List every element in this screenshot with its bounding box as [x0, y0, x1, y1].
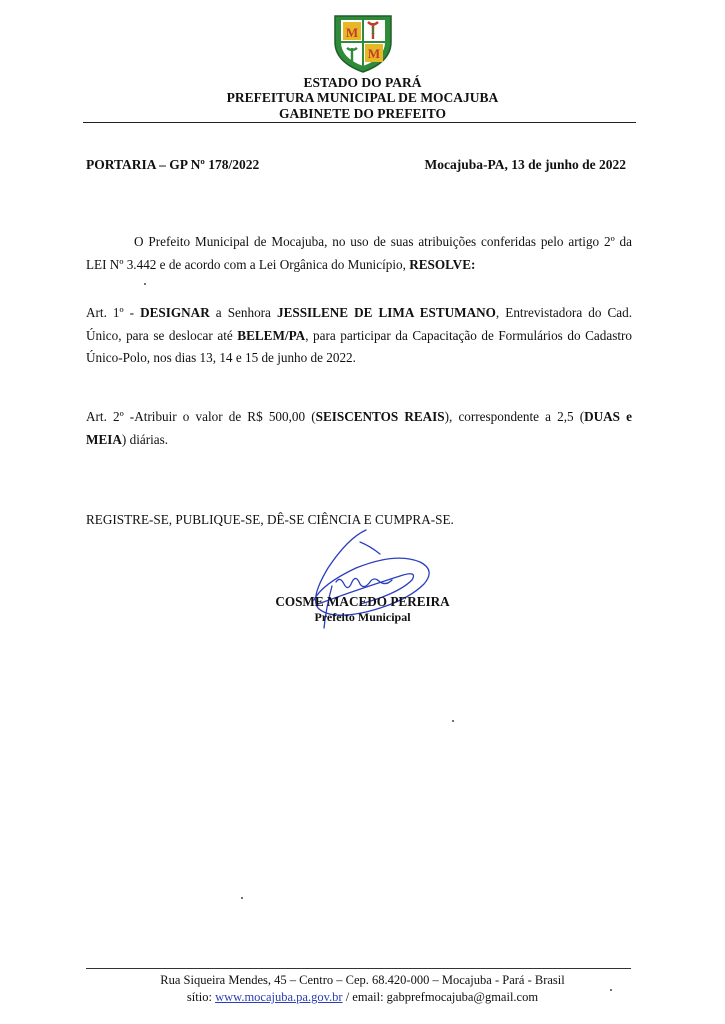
email-label: / email:	[342, 990, 387, 1004]
designee-name: JESSILENE DE LIMA ESTUMANO	[276, 305, 496, 320]
portaria-number: PORTARIA – GP Nº 178/2022	[86, 157, 260, 172]
scan-speck	[144, 283, 146, 285]
crest-letter-m-left: M	[345, 25, 359, 40]
resolve-keyword: RESOLVE:	[409, 256, 476, 272]
article-1	[86, 302, 632, 370]
art2-text-3: ) diárias.	[121, 431, 169, 447]
art2-text-1: Art. 2º -Atribuir o valor de R$ 500,00 (	[86, 409, 316, 424]
header-divider	[83, 122, 636, 123]
art1-text-2: , Entrevistadora do Cad. Único, para se deslocar até	[86, 305, 632, 343]
municipal-crest-logo	[331, 12, 395, 74]
website-link[interactable]: www.mocajuba.pa.gov.br	[215, 990, 343, 1004]
scan-speck	[452, 720, 454, 722]
preamble-paragraph	[86, 231, 632, 276]
art1-verb: DESIGNAR	[140, 305, 210, 320]
signatory-role: Prefeito Municipal	[314, 610, 411, 624]
preamble-text: O Prefeito Municipal de Mocajuba, no uso de suas atribuições conferidas pelo artigo 2º da LEI Nº 3.442 e de acordo com a Lei Orgânica do Município,	[86, 234, 632, 272]
header-state: ESTADO DO PARÁ	[303, 75, 422, 90]
crest-letter-i: I	[371, 26, 375, 37]
article-2	[86, 406, 632, 451]
site-label: sítio:	[186, 990, 216, 1004]
place-date: Mocajuba-PA, 13 de junho de 2022	[424, 157, 626, 172]
art2-text-2: ), correspondente a 2,5 (	[444, 409, 585, 424]
signatory-name: COSME MACEDO PEREIRA	[275, 594, 450, 609]
art1-label: Art. 1º -	[86, 305, 141, 320]
header-prefecture: PREFEITURA MUNICIPAL DE MOCAJUBA	[226, 90, 499, 105]
footer-divider	[86, 968, 631, 969]
art1-text-3: , para participar da Capacitação de Formulários do Cadastro Único-Polo, nos dias 13, 14 e 15 de junho de 2022.	[86, 327, 632, 365]
footer-contact	[0, 990, 725, 1005]
header-cabinet: GABINETE DO PREFEITO	[278, 106, 447, 121]
amount-words: SEISCENTOS REAIS	[315, 409, 445, 424]
closing-statement: REGISTRE-SE, PUBLIQUE-SE, DÊ-SE CIÊNCIA E CUMPRA-SE.	[86, 512, 454, 527]
crest-letter-m-right: M	[367, 46, 381, 61]
days-words: DUAS e MEIA	[86, 409, 632, 447]
destination: BELEM/PA	[237, 327, 306, 343]
art1-text-1: a Senhora	[209, 305, 277, 320]
email-address: gabprefmocajuba@gmail.com	[386, 990, 539, 1004]
scan-speck	[241, 897, 243, 899]
footer-address: Rua Siqueira Mendes, 45 – Centro – Cep. 68.420-000 – Mocajuba - Pará - Brasil	[160, 973, 565, 987]
